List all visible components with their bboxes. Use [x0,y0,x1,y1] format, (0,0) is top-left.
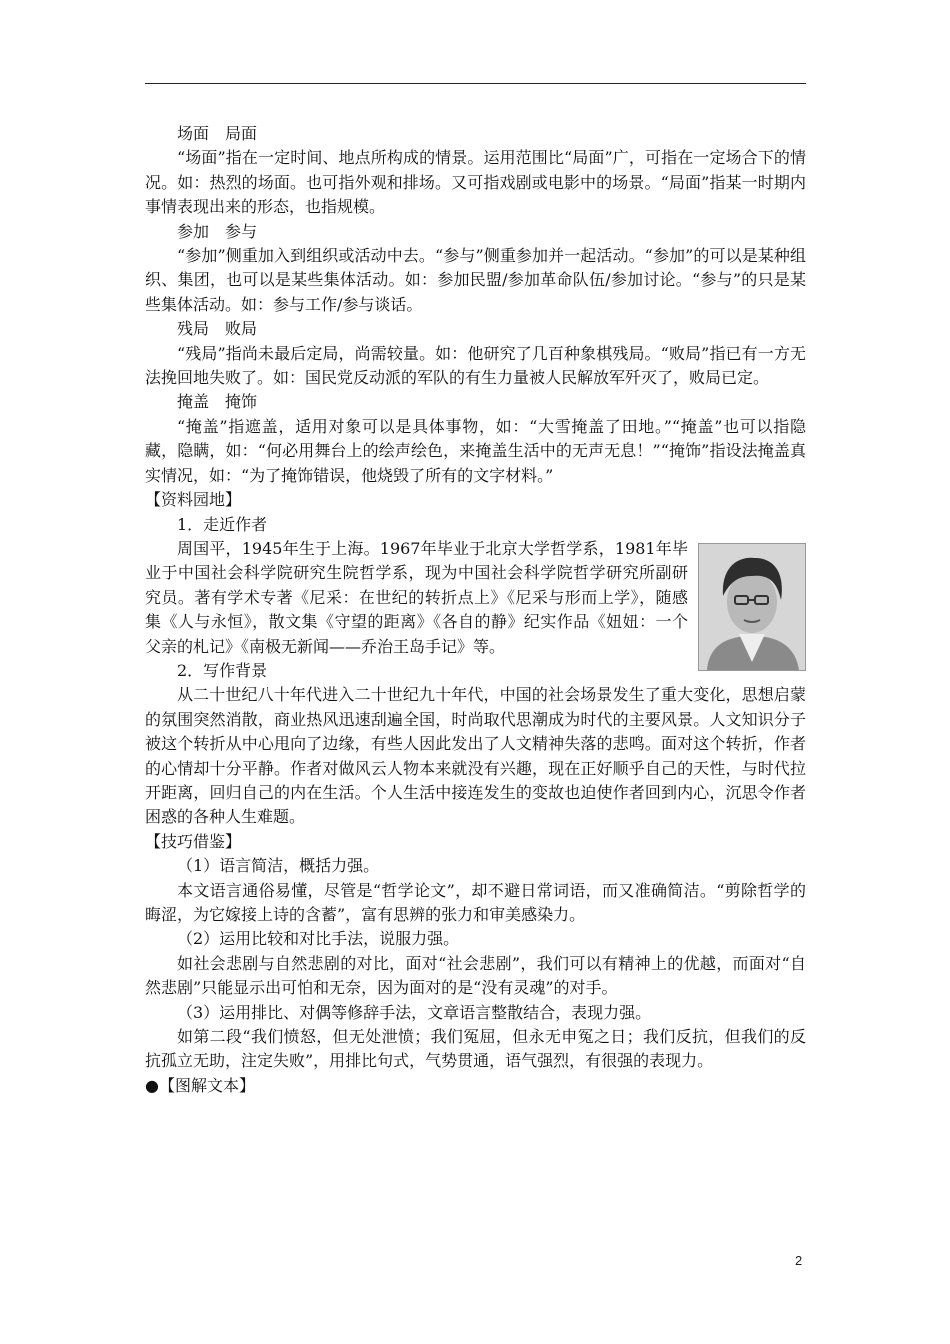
paragraph-text: （2）运用比较和对比手法，说服力强。 [177,929,460,949]
paragraph [145,513,806,537]
paragraph-text: ●【图解文本】 [145,1075,255,1095]
paragraph-text: 从二十世纪八十年代进入二十世纪九十年代，中国的社会场景发生了重大变化，思想启蒙的氛围突然消散，商业热风迅速刮遍全国，时尚取代思潮成为时代的主要风景。人文知识分子被这个转折从中心甩向了边缘，有些人因此发出了人文精神失落的悲鸣。面对这个转折，作者的心情却十分平静。作者对做风云人物本来就没有兴趣，现在正好顺乎自己的天性，与时代拉开距离，回归自己的内在生活。个人生活中接连发生的变故也迫使作者回到内心，沉思令作者困惑的各种人生难题。 [145,685,806,827]
paragraph [145,854,806,878]
paragraph-text: “掩盖”指遮盖，适用对象可以是具体事物，如：“大雪掩盖了田地。”“掩盖”也可以指隐藏，隐瞒，如：“何必用舞台上的绘声绘色，来掩盖生活中的无声无息！”“掩饰”指设法掩盖真实情况，如：“为了掩饰错误，他烧毁了所有的文字材料。” [145,416,806,485]
section-heading [145,488,806,512]
paragraph [145,927,806,951]
paragraph [145,244,806,317]
paragraph [145,1025,806,1074]
paragraph-text: 1．走近作者 [177,514,268,534]
section-heading [145,1074,806,1098]
paragraph [145,683,806,829]
paragraph-text: 周国平，1945年生于上海。1967年毕业于北京大学哲学系，1981年毕业于中国社会科学院研究生院哲学系，现为中国社会科学院哲学研究所副研究员。著有学术专著《尼采：在世纪的转折点上》《尼采与形而上学》，随感集《人与永恒》，散文集《守望的距离》《各自的静》纪实作品《妞妞：一个父亲的札记》《南极无新闻——乔治王岛手记》等。 [145,538,688,656]
paragraph-text: 如社会悲剧与自然悲剧的对比，面对“社会悲剧”，我们可以有精神上的优越，而面对“自然悲剧”只能显示出可怕和无奈，因为面对的是“没有灵魂”的对手。 [145,953,806,998]
document-body [145,122,806,1098]
paragraph-text: 本文语言通俗易懂，尽管是“哲学论文”，却不避日常词语，而又准确简洁。“剪除哲学的晦涩，为它嫁接上诗的含蓄”，富有思辨的张力和审美感染力。 [145,880,806,924]
paragraph [145,952,806,1001]
paragraph [145,537,806,659]
paragraph-text: 场面 局面 [177,124,258,143]
paragraph-text: 如第二段“我们愤怒，但无处泄愤；我们冤屈，但永无申冤之日；我们反抗，但我们的反抗孤立无助，注定失败”，用排比句式，气势贯通，语气强烈，有很强的表现力。 [145,1027,806,1071]
paragraph-text: “参加”侧重加入到组织或活动中去。“参与”侧重参加并一起活动。“参加”的可以是某种组织、集团，也可以是某些集体活动。如：参加民盟/参加革命队伍/参加讨论。“参与”的只是某些集体活动。如：参与工作/参与谈话。 [145,246,806,314]
paragraph [145,220,806,244]
paragraph [145,146,806,219]
paragraph [145,122,806,146]
paragraph-text: “残局”指尚未最后定局，尚需较量。如：他研究了几百种象棋残局。“败局”指已有一方无法挽回地失败了。如：国民党反动派的军队的有生力量被人民解放军歼灭了，败局已定。 [145,343,806,388]
header-rule [145,83,806,84]
page-number: 2 [795,1253,803,1268]
paragraph [145,415,806,488]
paragraph-text: （1）语言简洁，概括力强。 [177,856,380,876]
paragraph-text: 2．写作背景 [177,660,268,680]
paragraph-text: “场面”指在一定时间、地点所构成的情景。运用范围比“局面”广，可指在一定场合下的情况。如：热烈的场面。也可指外观和排场。又可指戏剧或电影中的场景。“局面”指某一时期内事情表现出来的形态，也指规模。 [145,148,806,217]
paragraph [145,342,806,391]
paragraph-text: 【技巧借鉴】 [145,831,242,851]
paragraph [145,317,806,341]
paragraph [145,390,806,414]
paragraph [145,879,806,928]
paragraph [145,1001,806,1025]
section-heading [145,830,806,854]
author-photo [698,543,806,671]
paragraph-text: 残局 败局 [177,319,258,339]
paragraph-text: 参加 参与 [177,221,258,241]
paragraph-text: （3）运用排比、对偶等修辞手法，文章语言整散结合，表现力强。 [177,1002,652,1022]
paragraph-text: 【资料园地】 [145,490,242,510]
paragraph-text: 掩盖 掩饰 [177,392,258,412]
